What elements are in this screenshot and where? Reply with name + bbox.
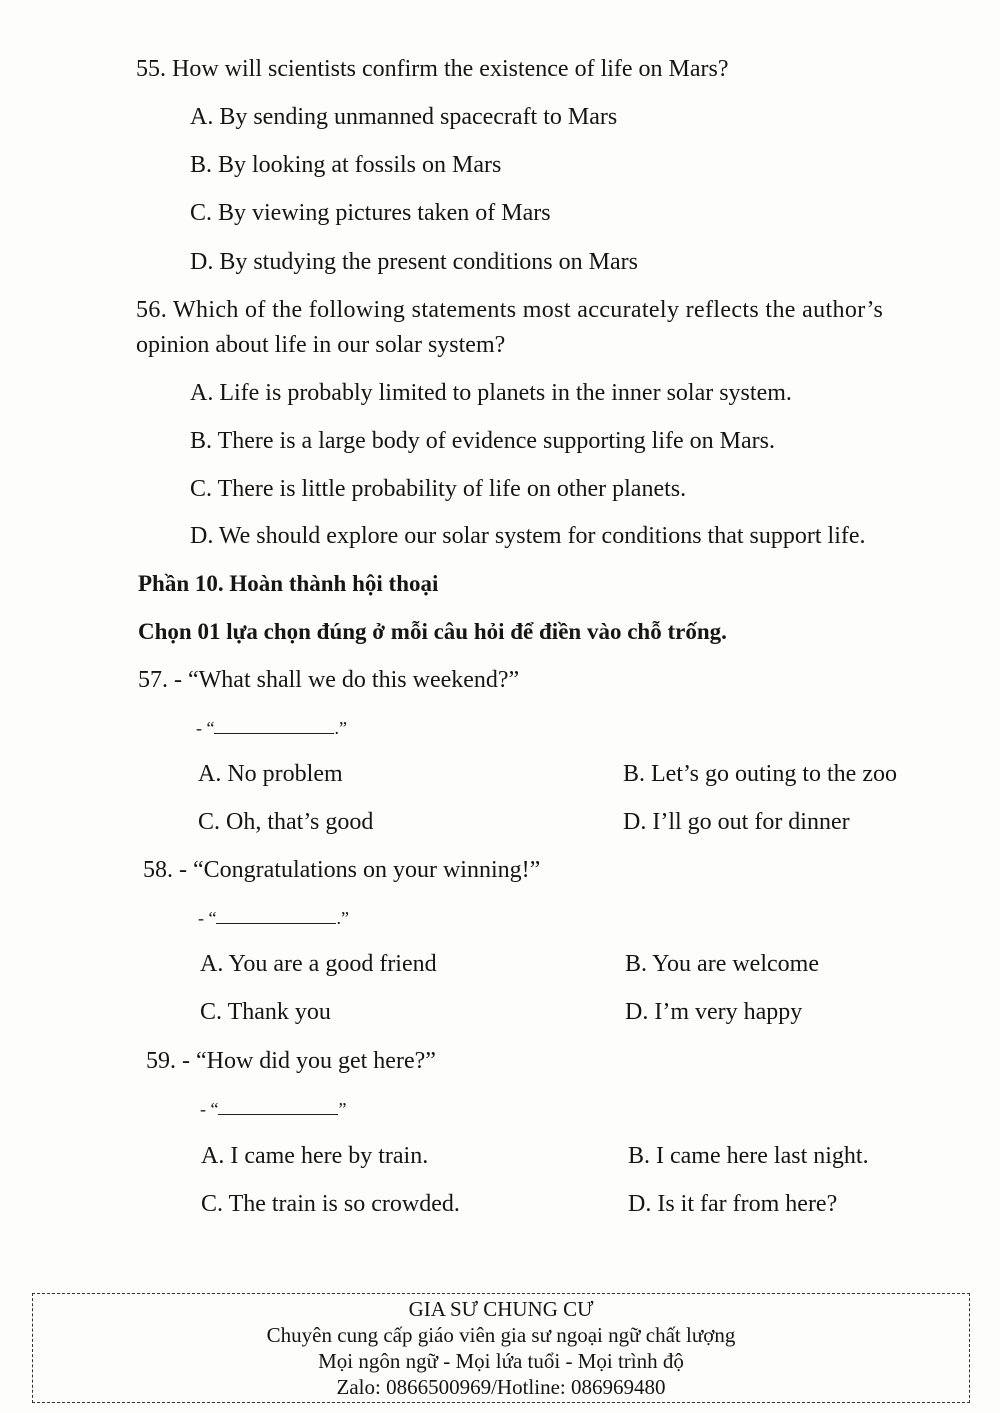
question-59-prompt: 59. - “How did you get here?”	[146, 1048, 436, 1074]
question-59-option-c: C. The train is so crowded.	[201, 1191, 460, 1217]
question-57-option-d: D. I’ll go out for dinner	[623, 809, 850, 835]
question-55-option-d: D. By studying the present conditions on Mars	[190, 249, 638, 275]
question-57-option-a: A. No problem	[198, 761, 343, 787]
reply-close-quote: ”	[338, 1099, 347, 1119]
section-instruction: Chọn 01 lựa chọn đúng ở mỗi câu hỏi để điền vào chỗ trống.	[138, 619, 727, 644]
reply-close-quote: .”	[336, 908, 349, 928]
question-56-option-b: B. There is a large body of evidence supporting life on Mars.	[190, 428, 775, 454]
section-title: Phần 10. Hoàn thành hội thoại	[138, 571, 439, 596]
footer-advert-box	[32, 1293, 970, 1403]
answer-blank	[214, 717, 334, 734]
reply-close-quote: .”	[334, 718, 347, 738]
answer-blank	[216, 907, 336, 924]
reply-open-quote: - “	[200, 1099, 219, 1119]
question-59-option-b: B. I came here last night.	[628, 1143, 869, 1169]
reply-open-quote: - “	[196, 718, 215, 738]
question-58-option-c: C. Thank you	[200, 999, 331, 1025]
footer-tagline: Chuyên cung cấp giáo viên gia sư ngoại ngữ chất lượng	[266, 1323, 736, 1347]
footer-scope: Mọi ngôn ngữ - Mọi lứa tuổi - Mọi trình độ	[318, 1349, 684, 1373]
question-55-option-c: C. By viewing pictures taken of Mars	[190, 200, 551, 226]
question-58-option-a: A. You are a good friend	[200, 951, 437, 977]
question-58-option-b: B. You are welcome	[625, 951, 819, 977]
question-55-option-a: A. By sending unmanned spacecraft to Mars	[190, 104, 618, 130]
footer-contact: Zalo: 0866500969/Hotline: 086969480	[336, 1375, 666, 1399]
question-58-reply	[198, 902, 349, 933]
question-57-reply	[196, 712, 347, 743]
reply-open-quote: - “	[198, 908, 217, 928]
question-56-option-d: D. We should explore our solar system for conditions that support life.	[190, 523, 866, 549]
question-57-option-c: C. Oh, that’s good	[198, 809, 374, 835]
question-56-option-c: C. There is little probability of life on other planets.	[190, 476, 687, 502]
question-59-reply	[200, 1093, 346, 1124]
question-58-prompt: 58. - “Congratulations on your winning!”	[143, 857, 541, 883]
question-59-option-d: D. Is it far from here?	[628, 1191, 838, 1217]
answer-blank	[218, 1098, 338, 1115]
question-56-option-a: A. Life is probably limited to planets in the inner solar system.	[190, 380, 792, 406]
question-58-option-d: D. I’m very happy	[625, 999, 803, 1025]
question-55-option-b: B. By looking at fossils on Mars	[190, 152, 502, 178]
question-57-option-b: B. Let’s go outing to the zoo	[623, 761, 897, 787]
question-57-prompt: 57. - “What shall we do this weekend?”	[138, 667, 520, 693]
footer-brand: GIA SƯ CHUNG CƯ	[408, 1297, 594, 1321]
question-55-stem: 55. How will scientists confirm the existence of life on Mars?	[136, 56, 729, 82]
question-56-stem-line1: 56. Which of the following statements most accurately reflects the author’s	[136, 297, 884, 323]
question-56-stem-line2: opinion about life in our solar system?	[136, 332, 506, 358]
question-59-option-a: A. I came here by train.	[201, 1143, 429, 1169]
